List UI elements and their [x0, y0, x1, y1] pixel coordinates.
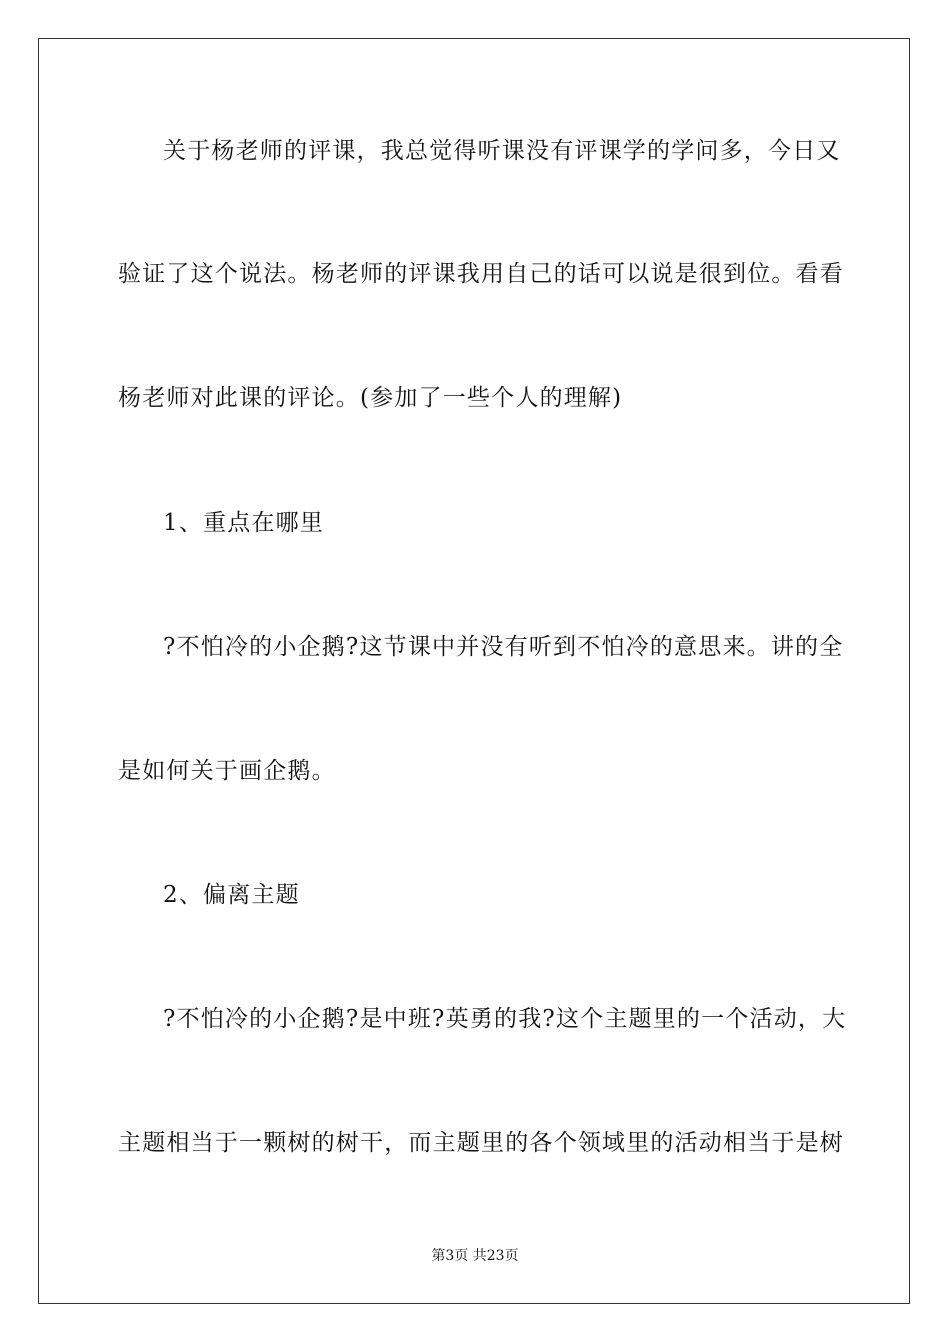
heading-2: 2、偏离主题 — [163, 882, 300, 908]
paragraph-line-7: 主题相当于一颗树的树干，而主题里的各个领域里的活动相当于是树 — [118, 1130, 844, 1156]
page-border — [38, 38, 910, 1304]
paragraph-line-6: ?不怕冷的小企鹅?是中班?英勇的我?这个主题里的一个活动，大 — [163, 1006, 847, 1032]
paragraph-line-3: 杨老师对此课的评论。(参加了一些个人的理解) — [118, 385, 623, 411]
heading-1: 1、重点在哪里 — [163, 510, 325, 536]
paragraph-line-1: 关于杨老师的评课，我总觉得听课没有评课学的学问多，今日又 — [163, 138, 841, 164]
paragraph-line-5: 是如何关于画企鹅。 — [118, 758, 336, 784]
paragraph-line-2: 验证了这个说法。杨老师的评课我用自己的话可以说是很到位。看看 — [118, 261, 844, 287]
paragraph-line-4: ?不怕冷的小企鹅?这节课中并没有听到不怕冷的意思来。讲的全 — [163, 634, 844, 660]
page-number-footer: 第3页 共23页 — [431, 1248, 519, 1264]
